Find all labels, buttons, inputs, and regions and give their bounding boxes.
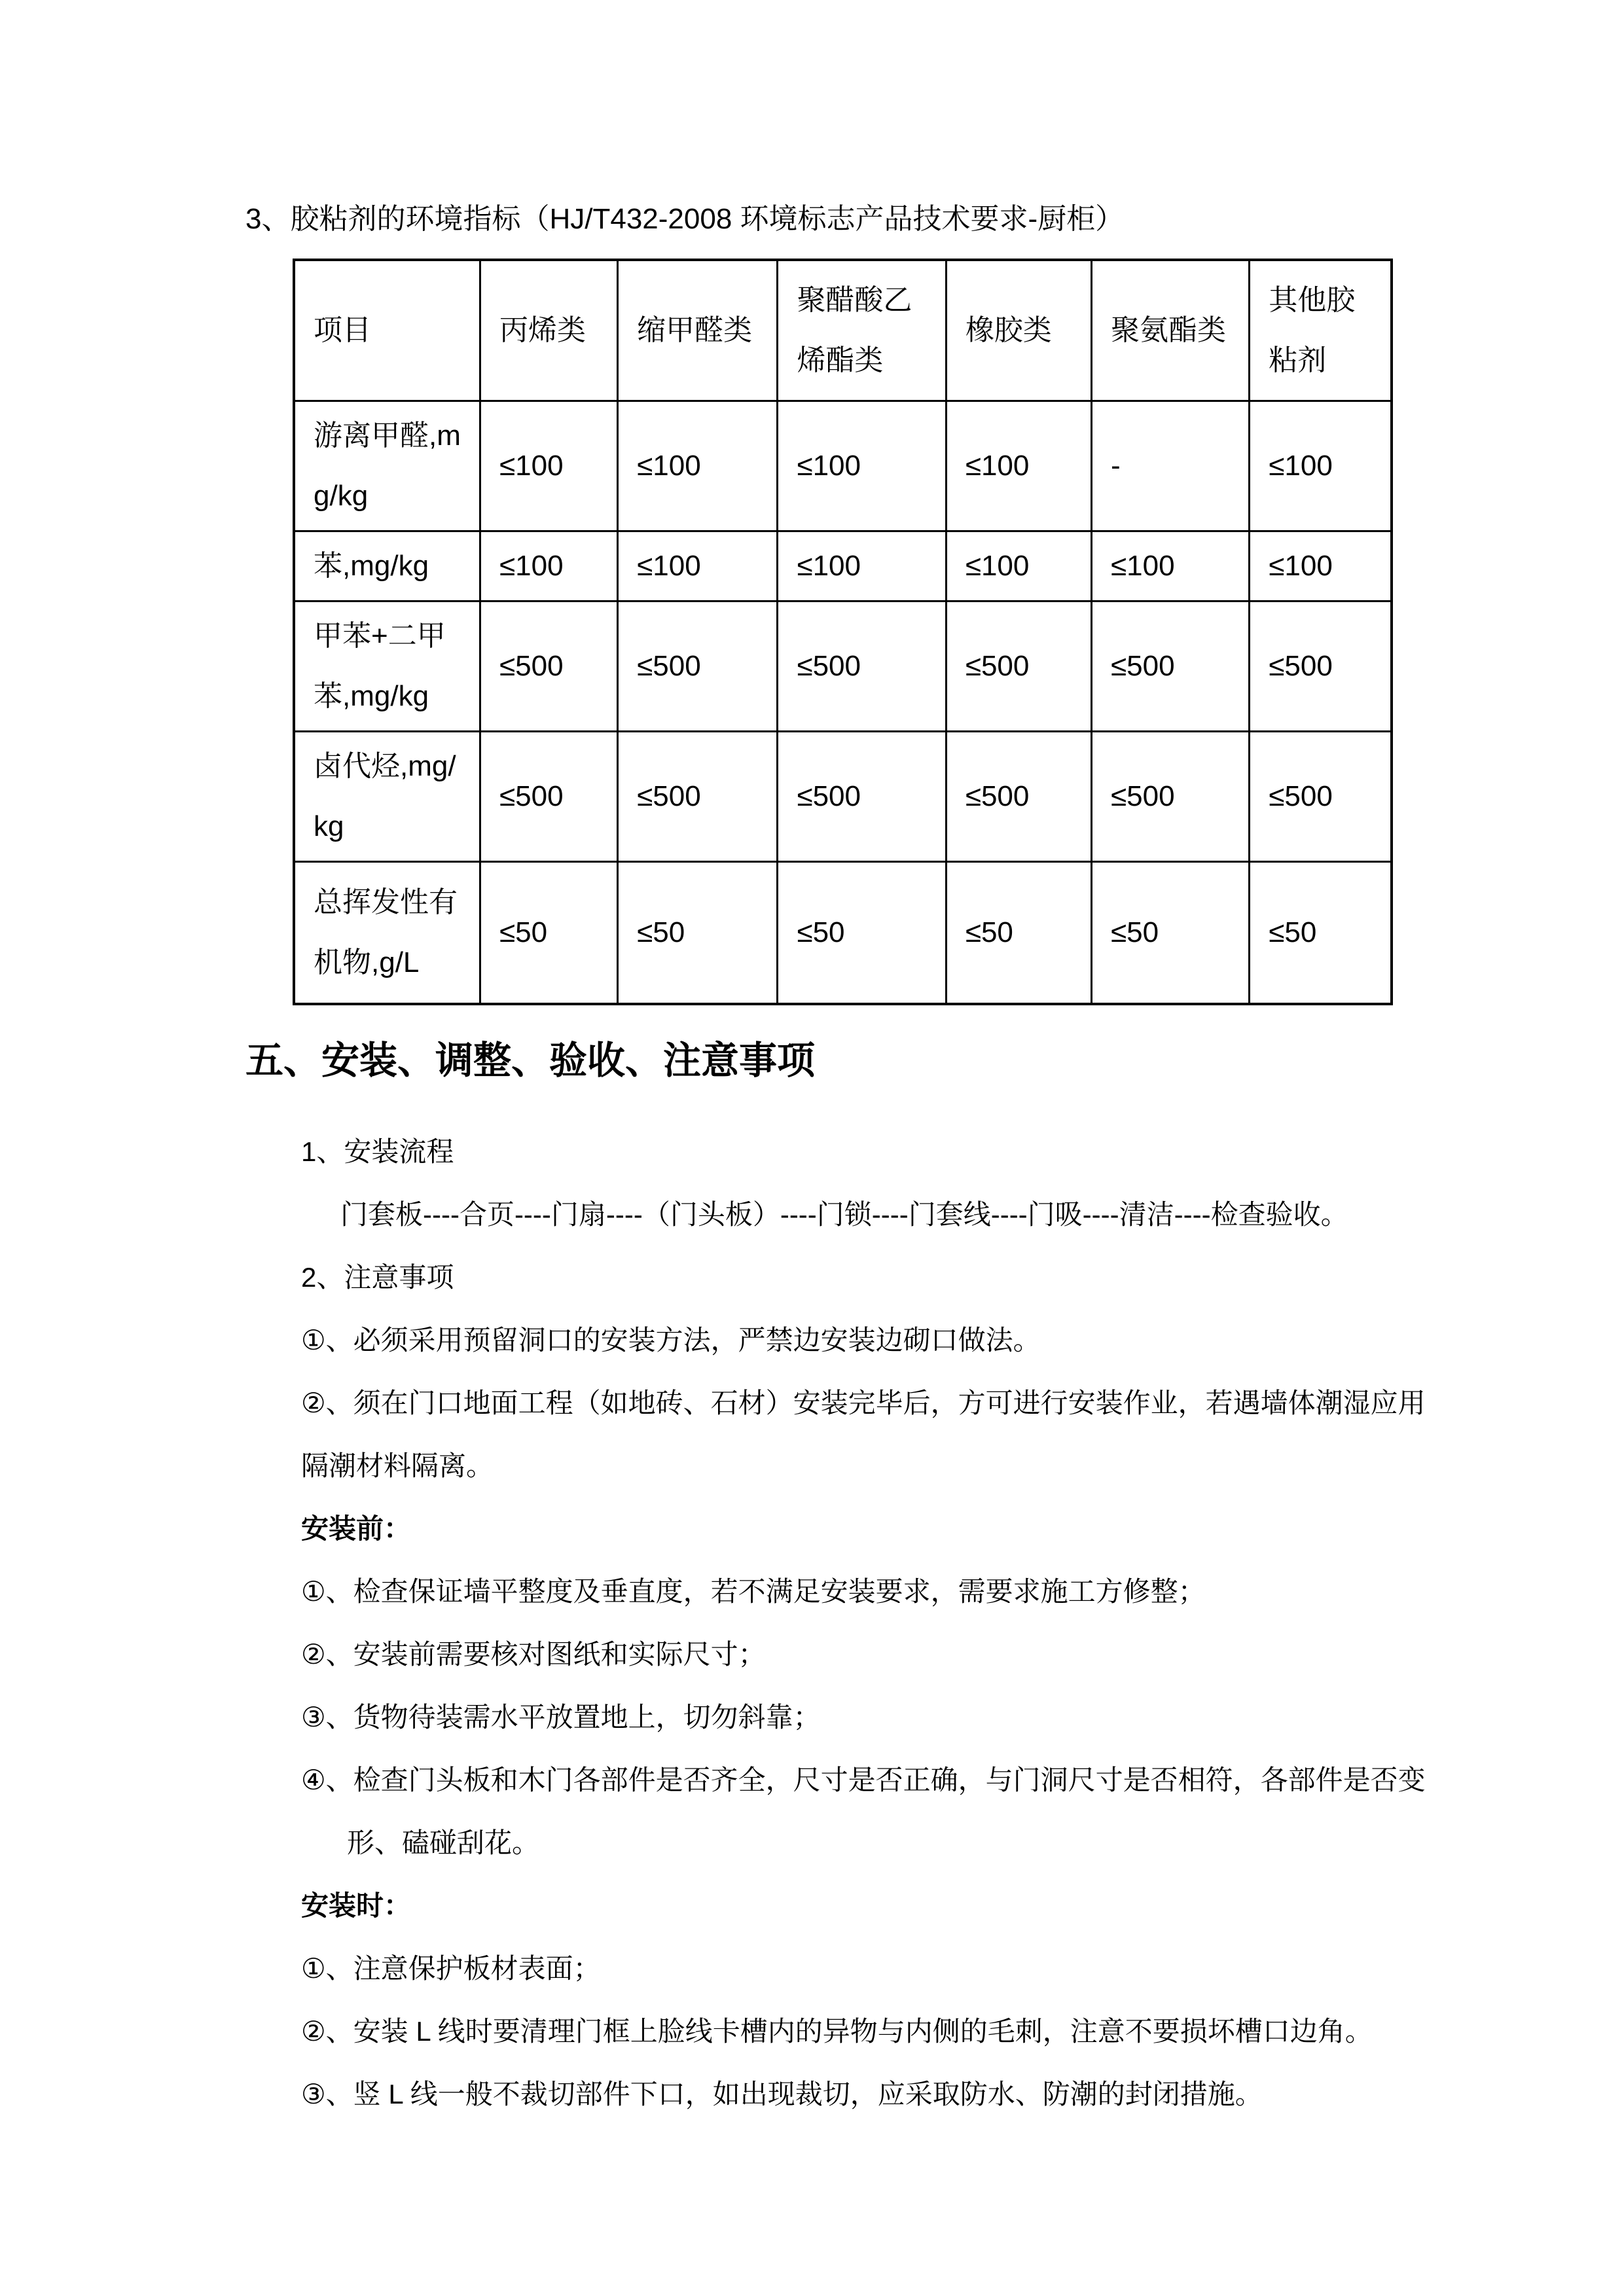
section3-title: 3、胶粘剂的环境指标（HJ/T432-2008 环境标志产品技术要求-厨柜） <box>245 203 1125 235</box>
table-cell: ≤100 <box>1092 531 1250 601</box>
install-flow-sequence: 门套板----合页----门扇----（门头板）----门锁----门套线----门吸----清洁----检查验收。 <box>340 1199 1348 1230</box>
header-item: 项目 <box>294 260 480 401</box>
table-cell: ≤500 <box>1250 601 1392 731</box>
during-item-2: ②、安装 L 线时要清理门框上脸线卡槽内的异物与内侧的毛刺，注意不要损坏槽口边角。 <box>301 2016 1373 2047</box>
table-cell: ≤50 <box>1250 861 1392 1004</box>
table-cell: ≤100 <box>1250 531 1392 601</box>
table-cell: ≤50 <box>778 861 946 1004</box>
table-cell: ≤100 <box>946 531 1091 601</box>
before-item-2: ②、安装前需要核对图纸和实际尺寸； <box>301 1639 766 1670</box>
row-free-formaldehyde <box>294 401 1392 531</box>
row-label: 苯,mg/kg <box>294 531 480 601</box>
table-cell: ≤50 <box>1092 861 1250 1004</box>
before-item-1: ①、检查保证墙平整度及垂直度，若不满足安装要求，需要求施工方修整； <box>301 1576 1206 1607</box>
install-flow-title: 1、安装流程 <box>301 1136 454 1167</box>
header-other-adhesive: 其他胶粘剂 <box>1250 260 1392 401</box>
table-cell: ≤100 <box>618 401 778 531</box>
table-cell: ≤500 <box>618 731 778 861</box>
table-cell: ≤100 <box>618 531 778 601</box>
notes-title: 2、注意事项 <box>301 1262 454 1293</box>
header-pvac: 聚醋酸乙烯酯类 <box>778 260 946 401</box>
table-cell: ≤100 <box>946 401 1091 531</box>
row-benzene <box>294 531 1392 601</box>
table-cell: ≤100 <box>778 401 946 531</box>
table-cell: ≤500 <box>480 731 618 861</box>
before-item-3: ③、货物待装需水平放置地上，切勿斜靠； <box>301 1702 821 1732</box>
note-item-2: ②、须在门口地面工程（如地砖、石材）安装完毕后，方可进行安装作业，若遇墙体潮湿应用隔潮材料隔离。 <box>301 1388 1426 1481</box>
table-cell: ≤500 <box>618 601 778 731</box>
table-cell: ≤50 <box>946 861 1091 1004</box>
table-cell: ≤100 <box>480 531 618 601</box>
header-acrylic: 丙烯类 <box>480 260 618 401</box>
table-cell: ≤500 <box>480 601 618 731</box>
during-item-3: ③、竖 L 线一般不裁切部件下口，如出现裁切，应采取防水、防潮的封闭措施。 <box>301 2079 1263 2109</box>
row-label: 总挥发性有机物,g/L <box>294 861 480 1004</box>
row-label: 卤代烃,mg/kg <box>294 731 480 861</box>
row-halogenated-hydrocarbons <box>294 731 1392 861</box>
table-cell: ≤500 <box>946 731 1091 861</box>
row-total-voc <box>294 861 1392 1004</box>
during-install-label: 安装时： <box>301 1890 412 1921</box>
document-content <box>245 196 1430 2126</box>
table-cell: ≤100 <box>778 531 946 601</box>
note-item-1: ①、必须采用预留洞口的安装方法，严禁边安装边砌口做法。 <box>301 1325 1041 1355</box>
header-formaldehyde-acetal: 缩甲醛类 <box>618 260 778 401</box>
table-cell: ≤500 <box>778 731 946 861</box>
row-label: 游离甲醛,mg/kg <box>294 401 480 531</box>
table-cell: ≤500 <box>1092 731 1250 861</box>
table-cell: ≤500 <box>1250 731 1392 861</box>
table-header-row <box>294 260 1392 401</box>
table-cell: ≤500 <box>1092 601 1250 731</box>
header-polyurethane: 聚氨酯类 <box>1092 260 1250 401</box>
table-cell: ≤50 <box>618 861 778 1004</box>
table-cell: - <box>1092 401 1250 531</box>
during-item-1: ①、注意保护板材表面； <box>301 1953 601 1984</box>
table-cell: ≤50 <box>480 861 618 1004</box>
table-cell: ≤100 <box>1250 401 1392 531</box>
table-cell: ≤500 <box>778 601 946 731</box>
table-cell: ≤100 <box>480 401 618 531</box>
row-label: 甲苯+二甲苯,mg/kg <box>294 601 480 731</box>
before-item-4: ④、检查门头板和木门各部件是否齐全，尺寸是否正确，与门洞尺寸是否相符，各部件是否变形、磕碰刮花。 <box>301 1765 1426 1858</box>
header-rubber: 橡胶类 <box>946 260 1091 401</box>
row-toluene-xylene <box>294 601 1392 731</box>
adhesive-environment-table <box>293 259 1393 1005</box>
section5-heading: 五、安装、调整、验收、注意事项 <box>245 1039 816 1082</box>
before-install-label: 安装前： <box>301 1513 412 1544</box>
table-cell: ≤500 <box>946 601 1091 731</box>
